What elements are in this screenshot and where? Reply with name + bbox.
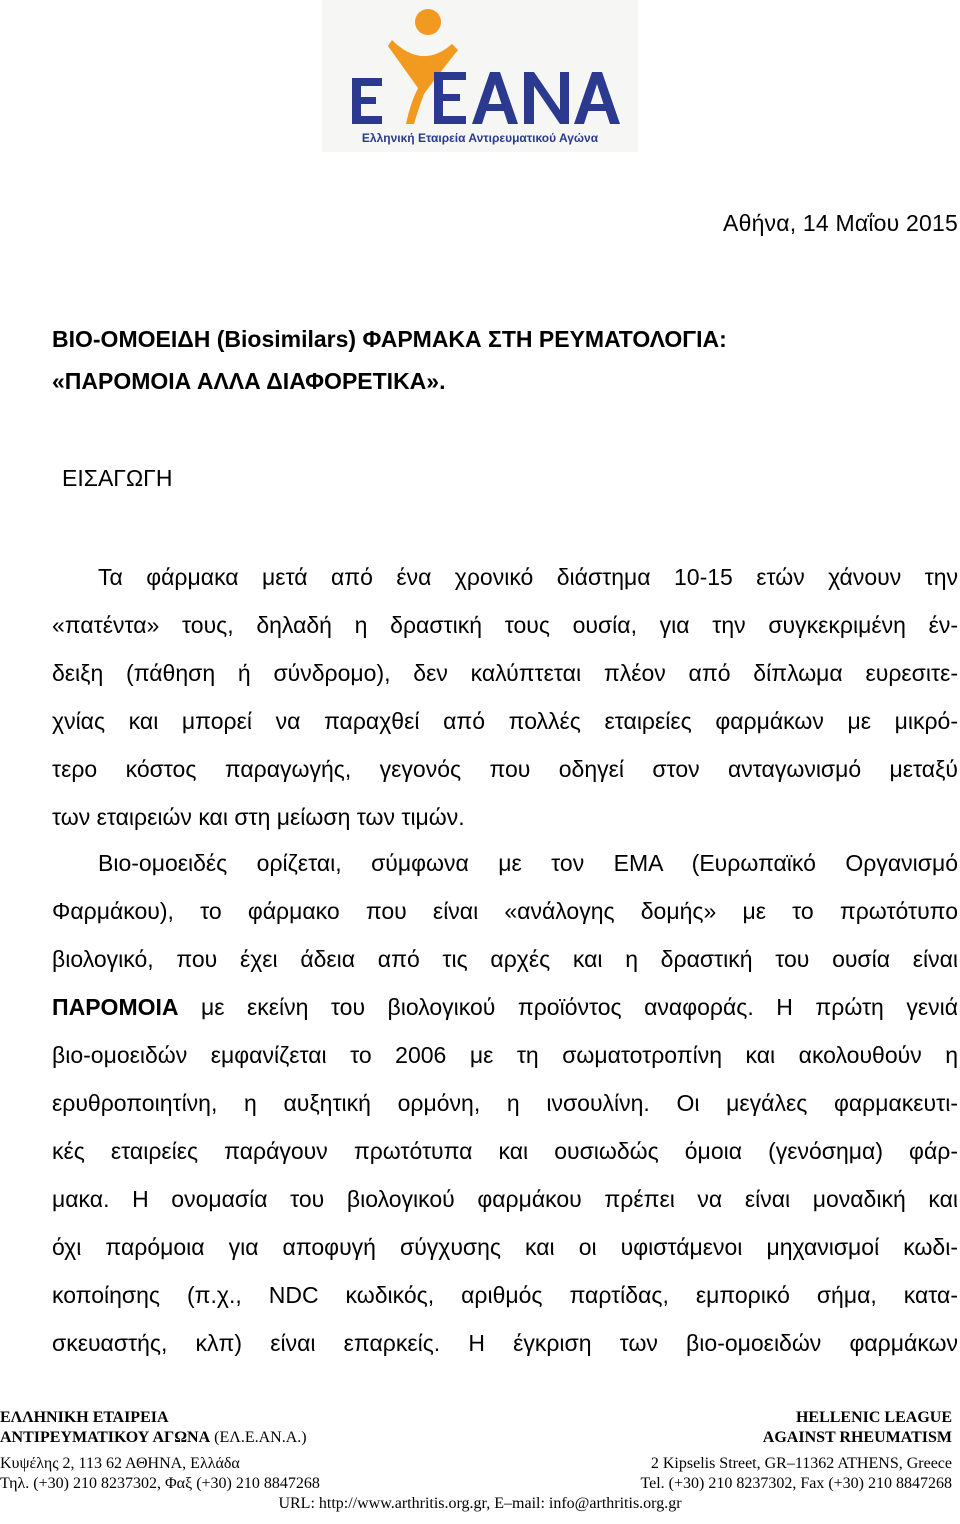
paragraph-line: «πατέντα» τους, δηλαδή η δραστική τους ουσία, για την συγκεκριμένη έν- — [52, 612, 958, 638]
footer-phone-english: Tel. (+30) 210 8237302, Fax (+30) 210 8847268 — [640, 1475, 952, 1492]
footer-org-name-greek: ΕΛΛΗΝΙΚΗ ΕΤΑΙΡΕΙΑ — [0, 1409, 169, 1426]
footer-greek-block — [0, 1408, 440, 1494]
footer-contact-url: URL: http://www.arthritis.org.gr, E–mail: info@arthritis.org.gr — [278, 1495, 682, 1512]
paragraph-biosimilar-definition — [52, 839, 958, 1367]
paragraph-line: Φαρμάκου), το φάρμακο που είναι «ανάλογης δομής» με το πρωτότυπο — [52, 898, 958, 924]
footer-org-name-english: HELLENIC LEAGUE — [795, 1409, 952, 1426]
paragraph-line: τερο κόστος παραγωγής, γεγονός που οδηγεί στον ανταγωνισμό μεταξύ — [52, 756, 958, 782]
emphasis-text: ΠΑΡΟΜΟΙΑ — [52, 994, 179, 1020]
paragraph-introduction — [52, 553, 958, 841]
logo-wordmark-shapes — [352, 72, 620, 124]
paragraph-line: κές εταιρείες παράγουν πρωτότυπα και ουσιωδώς όμοια (γενόσημα) φάρ- — [52, 1138, 958, 1164]
logo-tagline: Ελληνική Εταιρεία Αντιρευματικού Αγώνα — [361, 131, 599, 145]
title-line-2: «ΠΑΡΟΜΟΙΑ ΑΛΛΑ ΔΙΑΦΟΡΕΤΙΚΑ». — [52, 368, 446, 394]
document-date: Αθήνα, 14 Μαΐου 2015 — [723, 210, 958, 236]
paragraph-line: χνίας και μπορεί να παραχθεί από πολλές εταιρείες φαρμάκων με μικρό- — [52, 708, 958, 734]
paragraph-line: Τα φάρμακα μετά από ένα χρονικό διάστημα 10-15 ετών χάνουν την — [98, 564, 958, 590]
paragraph-line: βιο-ομοειδών εμφανίζεται το 2006 με τη σωματοτροπίνη και ακολουθούν η — [52, 1042, 958, 1068]
footer-org-name-english-line2: AGAINST RHEUMATISM — [762, 1429, 952, 1446]
footer-org-name-greek-bold: ΑΝΤΙΡΕΥΜΑΤΙΚΟΥ ΑΓΩΝΑ — [0, 1429, 211, 1446]
footer-org-abbreviation: (ΕΛ.Ε.ΑΝ.Α.) — [210, 1429, 307, 1446]
logo-figure-head — [415, 9, 441, 35]
paragraph-line — [52, 983, 958, 1031]
paragraph-line: σκευαστής, κλπ) είναι επαρκείς. Η έγκριση των βιο-ομοειδών φαρμάκων — [52, 1330, 958, 1356]
section-heading: ΕΙΣΑΓΩΓΗ — [62, 465, 173, 491]
logo-figure-body — [388, 40, 458, 124]
paragraph-line: Βιο-ομοειδές ορίζεται, σύμφωνα με τον ΕΜΑ (Ευρωπαϊκό Οργανισμό — [98, 850, 958, 876]
footer-address-english: 2 Kipselis Street, GR–11362 ATHENS, Greece — [650, 1455, 952, 1472]
footer-address-greek: Κυψέλης 2, 113 62 ΑΘΗΝΑ, Ελλάδα — [0, 1455, 240, 1472]
footer-phone-greek: Τηλ. (+30) 210 8237302, Φαξ (+30) 210 8847268 — [0, 1475, 320, 1492]
title-line-1: ΒΙΟ-ΟΜΟΕΙΔΗ (Biosimilars) ΦΑΡΜΑΚΑ ΣΤΗ ΡΕΥΜΑΤΟΛΟΓΙΑ: — [52, 326, 727, 352]
footer-org-name-greek-line2 — [0, 1428, 440, 1448]
paragraph-line: ερυθροποιητίνη, η αυξητική ορμόνη, η ινσουλίνη. Οι μεγάλες φαρμακευτι- — [52, 1090, 958, 1116]
paragraph-text: με εκείνη του βιολογικού προϊόντος αναφοράς. Η πρώτη γενιά — [178, 994, 958, 1020]
paragraph-line: κοποίησης (π.χ., NDC κωδικός, αριθμός παρτίδας, εμπορικό σήμα, κατα- — [52, 1282, 958, 1308]
organization-logo — [322, 0, 638, 152]
paragraph-line: των εταιρειών και στη μείωση των τιμών. — [52, 804, 465, 830]
document-title — [52, 318, 727, 402]
paragraph-line: βιολογικό, που έχει άδεια από τις αρχές και η δραστική του ουσία είναι — [52, 946, 958, 972]
paragraph-line: όχι παρόμοια για αποφυγή σύγχυσης και οι υφιστάμενοι μηχανισμοί κωδι- — [52, 1234, 958, 1260]
paragraph-line: δειξη (πάθηση ή σύνδρομο), δεν καλύπτεται πλέον από δίπλωμα ευρεσιτε- — [52, 660, 958, 686]
logo-graphic — [322, 0, 638, 152]
footer-english-block — [532, 1408, 952, 1494]
paragraph-line: μακα. Η ονομασία του βιολογικού φαρμάκου πρέπει να είναι μοναδική και — [52, 1186, 958, 1212]
